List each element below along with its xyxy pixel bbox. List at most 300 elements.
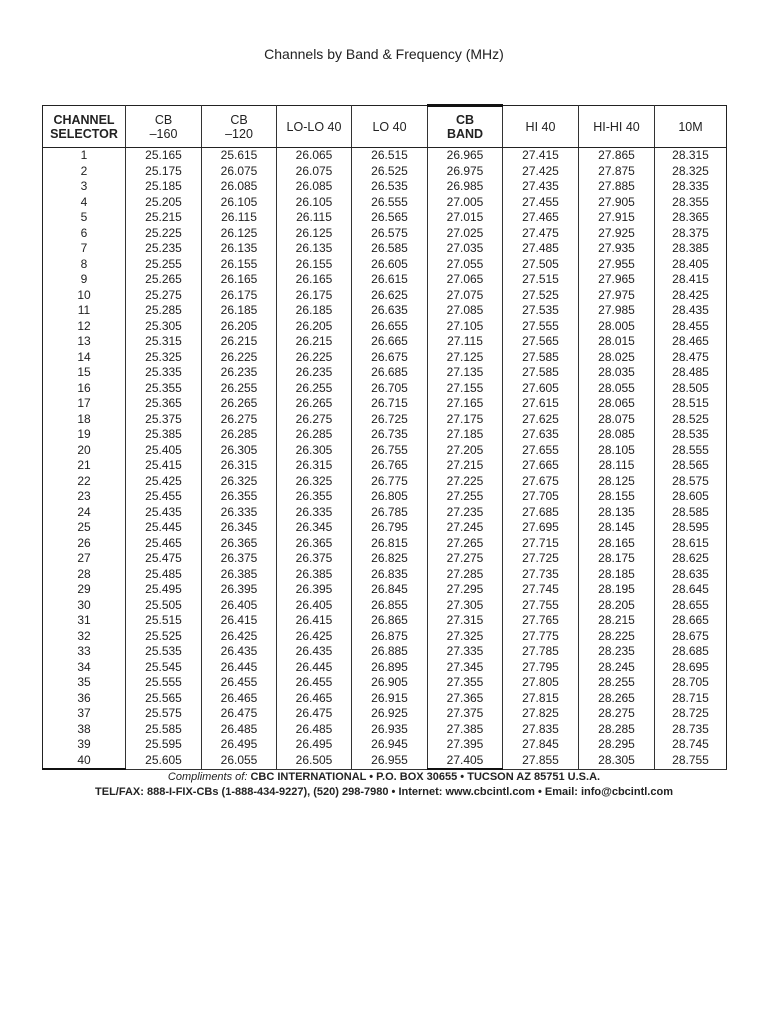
channel-number-cell: 4	[43, 195, 126, 211]
channel-number-cell: 29	[43, 582, 126, 598]
frequency-cell: 26.255	[277, 381, 352, 397]
frequency-cell: 25.465	[126, 536, 202, 552]
frequency-cell: 26.885	[352, 644, 428, 660]
frequency-cell: 27.305	[428, 598, 503, 614]
channel-number-cell: 1	[43, 148, 126, 164]
frequency-cell: 27.705	[503, 489, 579, 505]
frequency-cell: 27.245	[428, 520, 503, 536]
frequency-cell: 27.795	[503, 660, 579, 676]
frequency-cell: 26.435	[202, 644, 277, 660]
frequency-cell: 25.405	[126, 443, 202, 459]
frequency-cell: 26.285	[202, 427, 277, 443]
table-row	[43, 551, 727, 567]
frequency-cell: 26.425	[202, 629, 277, 645]
frequency-cell: 25.285	[126, 303, 202, 319]
frequency-cell: 26.105	[202, 195, 277, 211]
frequency-cell: 27.485	[503, 241, 579, 257]
frequency-cell: 26.525	[352, 164, 428, 180]
frequency-cell: 28.185	[579, 567, 655, 583]
frequency-cell: 25.585	[126, 722, 202, 738]
table-row	[43, 629, 727, 645]
frequency-cell: 26.815	[352, 536, 428, 552]
frequency-cell: 26.865	[352, 613, 428, 629]
frequency-cell: 28.425	[655, 288, 727, 304]
frequency-cell: 27.505	[503, 257, 579, 273]
channel-number-cell: 17	[43, 396, 126, 412]
frequency-cell: 27.845	[503, 737, 579, 753]
frequency-cell: 28.715	[655, 691, 727, 707]
frequency-cell: 27.105	[428, 319, 503, 335]
frequency-cell: 28.405	[655, 257, 727, 273]
frequency-cell: 27.525	[503, 288, 579, 304]
column-header	[126, 106, 202, 148]
channel-number-cell: 38	[43, 722, 126, 738]
frequency-cell: 26.795	[352, 520, 428, 536]
frequency-cell: 27.455	[503, 195, 579, 211]
column-header	[277, 106, 352, 148]
table-row	[43, 675, 727, 691]
frequency-cell: 25.525	[126, 629, 202, 645]
frequency-cell: 27.205	[428, 443, 503, 459]
frequency-cell: 28.325	[655, 164, 727, 180]
frequency-cell: 28.745	[655, 737, 727, 753]
frequency-cell: 25.505	[126, 598, 202, 614]
frequency-cell: 27.215	[428, 458, 503, 474]
frequency-cell: 26.585	[352, 241, 428, 257]
frequency-cell: 25.185	[126, 179, 202, 195]
frequency-cell: 27.375	[428, 706, 503, 722]
frequency-cell: 26.715	[352, 396, 428, 412]
channel-number-cell: 2	[43, 164, 126, 180]
column-header	[428, 106, 503, 148]
frequency-cell: 28.645	[655, 582, 727, 598]
frequency-cell: 27.515	[503, 272, 579, 288]
frequency-cell: 27.035	[428, 241, 503, 257]
frequency-cell: 27.285	[428, 567, 503, 583]
column-header	[352, 106, 428, 148]
frequency-cell: 27.625	[503, 412, 579, 428]
frequency-cell: 27.085	[428, 303, 503, 319]
frequency-cell: 28.205	[579, 598, 655, 614]
frequency-cell: 25.315	[126, 334, 202, 350]
frequency-cell: 27.785	[503, 644, 579, 660]
frequency-cell: 26.265	[202, 396, 277, 412]
column-header-line1: CB	[154, 112, 173, 127]
frequency-cell: 27.535	[503, 303, 579, 319]
table-row	[43, 598, 727, 614]
frequency-cell: 27.615	[503, 396, 579, 412]
channel-number-cell: 10	[43, 288, 126, 304]
frequency-cell: 28.595	[655, 520, 727, 536]
frequency-cell: 27.555	[503, 319, 579, 335]
frequency-cell: 26.385	[277, 567, 352, 583]
frequency-cell: 28.165	[579, 536, 655, 552]
channel-number-cell: 37	[43, 706, 126, 722]
frequency-cell: 26.725	[352, 412, 428, 428]
frequency-cell: 27.395	[428, 737, 503, 753]
frequency-cell: 27.175	[428, 412, 503, 428]
frequency-cell: 26.675	[352, 350, 428, 366]
frequency-cell: 26.635	[352, 303, 428, 319]
frequency-cell: 27.235	[428, 505, 503, 521]
channel-number-cell: 8	[43, 257, 126, 273]
frequency-cell: 26.435	[277, 644, 352, 660]
frequency-cell: 26.575	[352, 226, 428, 242]
frequency-cell: 26.215	[277, 334, 352, 350]
channel-number-cell: 22	[43, 474, 126, 490]
channel-number-cell: 27	[43, 551, 126, 567]
column-header-line1: CB	[455, 113, 475, 127]
table-row	[43, 226, 727, 242]
frequency-cell: 26.825	[352, 551, 428, 567]
table-row	[43, 319, 727, 335]
table-row	[43, 381, 727, 397]
frequency-cell: 26.425	[277, 629, 352, 645]
frequency-cell: 28.685	[655, 644, 727, 660]
frequency-cell: 27.255	[428, 489, 503, 505]
frequency-cell: 26.265	[277, 396, 352, 412]
frequency-cell: 25.385	[126, 427, 202, 443]
channel-number-cell: 26	[43, 536, 126, 552]
frequency-cell: 26.665	[352, 334, 428, 350]
frequency-cell: 26.765	[352, 458, 428, 474]
frequency-cell: 26.385	[202, 567, 277, 583]
frequency-cell: 26.535	[352, 179, 428, 195]
frequency-cell: 26.205	[202, 319, 277, 335]
frequency-cell: 28.105	[579, 443, 655, 459]
frequency-cell: 26.965	[428, 148, 503, 164]
channel-number-cell: 28	[43, 567, 126, 583]
frequency-cell: 27.415	[503, 148, 579, 164]
frequency-cell: 28.755	[655, 753, 727, 770]
frequency-cell: 28.155	[579, 489, 655, 505]
frequency-cell: 27.765	[503, 613, 579, 629]
frequency-cell: 26.085	[277, 179, 352, 195]
column-header-line2: –160	[149, 126, 178, 141]
frequency-cell: 26.105	[277, 195, 352, 211]
frequency-cell: 26.855	[352, 598, 428, 614]
frequency-cell: 28.615	[655, 536, 727, 552]
table-row	[43, 412, 727, 428]
frequency-cell: 28.725	[655, 706, 727, 722]
table-row	[43, 458, 727, 474]
frequency-cell: 26.185	[277, 303, 352, 319]
frequency-cell: 28.575	[655, 474, 727, 490]
table-row	[43, 644, 727, 660]
frequency-cell: 27.855	[503, 753, 579, 770]
frequency-cell: 26.755	[352, 443, 428, 459]
table-row	[43, 489, 727, 505]
frequency-cell: 26.235	[277, 365, 352, 381]
frequency-cell: 26.075	[277, 164, 352, 180]
frequency-cell: 26.345	[277, 520, 352, 536]
frequency-cell: 25.165	[126, 148, 202, 164]
frequency-cell: 26.405	[202, 598, 277, 614]
channel-number-cell: 36	[43, 691, 126, 707]
frequency-cell: 25.595	[126, 737, 202, 753]
frequency-cell: 27.925	[579, 226, 655, 242]
frequency-cell: 25.555	[126, 675, 202, 691]
frequency-cell: 25.415	[126, 458, 202, 474]
column-header-line2: –120	[225, 126, 253, 141]
frequency-cell: 26.805	[352, 489, 428, 505]
frequency-cell: 28.585	[655, 505, 727, 521]
column-header	[655, 106, 727, 148]
table-row	[43, 272, 727, 288]
frequency-cell: 25.225	[126, 226, 202, 242]
table-row	[43, 722, 727, 738]
frequency-cell: 26.365	[277, 536, 352, 552]
channel-number-cell: 12	[43, 319, 126, 335]
frequency-cell: 26.905	[352, 675, 428, 691]
table-row	[43, 365, 727, 381]
table-row	[43, 582, 727, 598]
frequency-cell: 28.385	[655, 241, 727, 257]
frequency-cell: 26.445	[202, 660, 277, 676]
frequency-cell: 27.015	[428, 210, 503, 226]
table-row	[43, 691, 727, 707]
frequency-cell: 27.665	[503, 458, 579, 474]
frequency-cell: 27.725	[503, 551, 579, 567]
frequency-cell: 26.215	[202, 334, 277, 350]
frequency-cell: 27.315	[428, 613, 503, 629]
frequency-cell: 27.835	[503, 722, 579, 738]
frequency-cell: 26.135	[202, 241, 277, 257]
frequency-cell: 27.805	[503, 675, 579, 691]
frequency-cell: 26.165	[202, 272, 277, 288]
frequency-cell: 26.555	[352, 195, 428, 211]
frequency-cell: 25.215	[126, 210, 202, 226]
frequency-cell: 25.475	[126, 551, 202, 567]
table-row	[43, 753, 727, 770]
channel-number-cell: 6	[43, 226, 126, 242]
frequency-cell: 28.305	[579, 753, 655, 770]
frequency-cell: 25.565	[126, 691, 202, 707]
frequency-cell: 27.335	[428, 644, 503, 660]
frequency-cell: 26.955	[352, 753, 428, 770]
frequency-cell: 26.775	[352, 474, 428, 490]
channel-number-cell: 30	[43, 598, 126, 614]
frequency-cell: 26.055	[202, 753, 277, 770]
frequency-cell: 28.085	[579, 427, 655, 443]
frequency-cell: 26.085	[202, 179, 277, 195]
column-header-line1: CHANNEL	[53, 112, 115, 127]
frequency-cell: 26.255	[202, 381, 277, 397]
table-row	[43, 536, 727, 552]
frequency-cell: 27.025	[428, 226, 503, 242]
channel-number-cell: 20	[43, 443, 126, 459]
channel-number-cell: 11	[43, 303, 126, 319]
frequency-cell: 26.685	[352, 365, 428, 381]
frequency-cell: 27.365	[428, 691, 503, 707]
frequency-cell: 28.675	[655, 629, 727, 645]
frequency-cell: 26.845	[352, 582, 428, 598]
frequency-cell: 28.215	[579, 613, 655, 629]
channel-number-cell: 25	[43, 520, 126, 536]
channel-number-cell: 39	[43, 737, 126, 753]
frequency-cell: 27.225	[428, 474, 503, 490]
frequency-cell: 26.485	[202, 722, 277, 738]
frequency-cell: 26.155	[202, 257, 277, 273]
frequency-cell: 27.275	[428, 551, 503, 567]
frequency-cell: 27.155	[428, 381, 503, 397]
frequency-cell: 28.135	[579, 505, 655, 521]
frequency-cell: 27.825	[503, 706, 579, 722]
frequency-cell: 28.025	[579, 350, 655, 366]
frequency-cell: 27.125	[428, 350, 503, 366]
frequency-cell: 27.585	[503, 350, 579, 366]
frequency-cell: 25.325	[126, 350, 202, 366]
frequency-cell: 27.435	[503, 179, 579, 195]
column-header-line1: HI 40	[525, 119, 556, 134]
channel-number-cell: 18	[43, 412, 126, 428]
table-row	[43, 505, 727, 521]
frequency-cell: 27.875	[579, 164, 655, 180]
frequency-cell: 25.485	[126, 567, 202, 583]
frequency-cell: 26.285	[277, 427, 352, 443]
table-row	[43, 474, 727, 490]
frequency-cell: 27.905	[579, 195, 655, 211]
frequency-cell: 25.275	[126, 288, 202, 304]
frequency-cell: 26.405	[277, 598, 352, 614]
frequency-cell: 28.635	[655, 567, 727, 583]
frequency-cell: 28.555	[655, 443, 727, 459]
frequency-cell: 26.365	[202, 536, 277, 552]
frequency-cell: 28.605	[655, 489, 727, 505]
frequency-cell: 26.925	[352, 706, 428, 722]
frequency-cell: 26.335	[277, 505, 352, 521]
frequency-cell: 25.575	[126, 706, 202, 722]
frequency-cell: 28.705	[655, 675, 727, 691]
channel-number-cell: 35	[43, 675, 126, 691]
frequency-cell: 28.225	[579, 629, 655, 645]
table-row	[43, 737, 727, 753]
channel-number-cell: 19	[43, 427, 126, 443]
frequency-cell: 27.755	[503, 598, 579, 614]
frequency-cell: 26.465	[277, 691, 352, 707]
frequency-cell: 26.325	[202, 474, 277, 490]
frequency-cell: 28.565	[655, 458, 727, 474]
table-row	[43, 396, 727, 412]
frequency-cell: 27.735	[503, 567, 579, 583]
frequency-cell: 27.975	[579, 288, 655, 304]
frequency-cell: 28.735	[655, 722, 727, 738]
frequency-cell: 26.305	[277, 443, 352, 459]
frequency-cell: 27.055	[428, 257, 503, 273]
frequency-cell: 27.135	[428, 365, 503, 381]
frequency-cell: 26.475	[202, 706, 277, 722]
frequency-cell: 28.235	[579, 644, 655, 660]
frequency-cell: 26.615	[352, 272, 428, 288]
frequency-cell: 28.695	[655, 660, 727, 676]
frequency-cell: 28.655	[655, 598, 727, 614]
frequency-cell: 26.415	[202, 613, 277, 629]
frequency-cell: 26.275	[202, 412, 277, 428]
frequency-cell: 26.985	[428, 179, 503, 195]
table-header-row	[43, 106, 727, 148]
frequency-cell: 28.005	[579, 319, 655, 335]
column-header	[579, 106, 655, 148]
frequency-cell: 28.485	[655, 365, 727, 381]
frequency-cell: 26.455	[202, 675, 277, 691]
frequency-cell: 28.065	[579, 396, 655, 412]
frequency-cell: 26.135	[277, 241, 352, 257]
table-row	[43, 241, 727, 257]
frequency-cell: 27.355	[428, 675, 503, 691]
frequency-cell: 28.035	[579, 365, 655, 381]
frequency-cell: 28.055	[579, 381, 655, 397]
frequency-cell: 25.335	[126, 365, 202, 381]
channel-number-cell: 3	[43, 179, 126, 195]
frequency-cell: 27.885	[579, 179, 655, 195]
channel-number-cell: 15	[43, 365, 126, 381]
frequency-cell: 26.465	[202, 691, 277, 707]
channel-number-cell: 40	[43, 753, 126, 770]
frequency-cell: 25.255	[126, 257, 202, 273]
channel-number-cell: 23	[43, 489, 126, 505]
frequency-cell: 28.665	[655, 613, 727, 629]
frequency-cell: 27.605	[503, 381, 579, 397]
frequency-cell: 28.365	[655, 210, 727, 226]
frequency-cell: 28.535	[655, 427, 727, 443]
page-title: Channels by Band & Frequency (MHz)	[264, 46, 504, 62]
frequency-cell: 27.815	[503, 691, 579, 707]
frequency-cell: 27.675	[503, 474, 579, 490]
frequency-cell: 26.895	[352, 660, 428, 676]
frequency-cell: 25.535	[126, 644, 202, 660]
channel-number-cell: 32	[43, 629, 126, 645]
frequency-cell: 26.225	[277, 350, 352, 366]
frequency-cell: 28.335	[655, 179, 727, 195]
frequency-cell: 28.455	[655, 319, 727, 335]
frequency-cell: 27.115	[428, 334, 503, 350]
frequency-cell: 26.915	[352, 691, 428, 707]
frequency-cell: 27.985	[579, 303, 655, 319]
frequency-cell: 26.325	[277, 474, 352, 490]
frequency-cell: 26.175	[277, 288, 352, 304]
frequency-cell: 27.185	[428, 427, 503, 443]
frequency-cell: 27.265	[428, 536, 503, 552]
channel-number-cell: 33	[43, 644, 126, 660]
table-row	[43, 164, 727, 180]
table-row	[43, 350, 727, 366]
frequency-cell: 27.325	[428, 629, 503, 645]
frequency-cell: 28.285	[579, 722, 655, 738]
frequency-cell: 26.065	[277, 148, 352, 164]
frequency-cell: 25.375	[126, 412, 202, 428]
frequency-cell: 26.205	[277, 319, 352, 335]
frequency-cell: 26.125	[202, 226, 277, 242]
frequency-cell: 26.785	[352, 505, 428, 521]
footer-company-address: CBC INTERNATIONAL • P.O. BOX 30655 • TUCSON AZ 85751 U.S.A.	[250, 771, 601, 783]
table-row	[43, 567, 727, 583]
frequency-cell: 26.495	[277, 737, 352, 753]
channel-number-cell: 21	[43, 458, 126, 474]
frequency-cell: 25.235	[126, 241, 202, 257]
frequency-cell: 26.835	[352, 567, 428, 583]
channel-number-cell: 5	[43, 210, 126, 226]
frequency-cell: 26.375	[202, 551, 277, 567]
table-row	[43, 148, 727, 164]
frequency-cell: 27.345	[428, 660, 503, 676]
frequency-cell: 28.515	[655, 396, 727, 412]
frequency-cell: 27.715	[503, 536, 579, 552]
column-header-line1: LO-LO 40	[286, 119, 342, 134]
column-header-line2: SELECTOR	[50, 126, 118, 141]
frequency-cell: 26.605	[352, 257, 428, 273]
frequency-cell: 25.365	[126, 396, 202, 412]
channel-number-cell: 13	[43, 334, 126, 350]
